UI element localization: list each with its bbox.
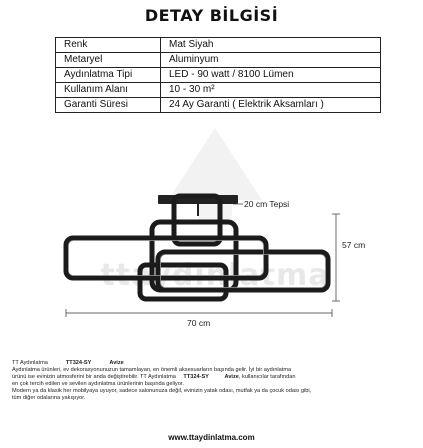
width-dimension-label: 70 cm <box>187 318 211 328</box>
spec-label: Metaryel <box>56 53 161 68</box>
spec-value: 10 - 30 m² <box>161 83 381 98</box>
website-link[interactable]: www.ttaydinlatma.com <box>168 433 255 442</box>
product-code: TT324-SY <box>65 360 92 366</box>
spec-label: Renk <box>56 38 161 53</box>
product-type: Avize <box>109 360 124 366</box>
spec-label: Aydınlatma Tipi <box>56 68 161 83</box>
spec-label: Garanti Süresi <box>56 98 161 113</box>
brand-name: TT Aydınlatma <box>12 360 48 366</box>
watermark: ttaydınlatma <box>100 258 330 293</box>
canopy-dimension-label: 20 cm Tepsi <box>244 199 290 209</box>
spec-value: LED - 90 watt / 8100 Lümen <box>161 68 381 83</box>
product-description <box>12 360 417 401</box>
description-line: ürünü ise evinizin atmosferini bir anda değiştirebilir. TT Aydınlatma TT324-SY Avize, kullanıcılar tarafından <box>12 373 296 380</box>
page-title: DETAY BİLGİSİ <box>144 6 279 25</box>
spec-value: Mat Siyah <box>161 38 381 53</box>
spec-value: 24 Ay Garanti ( Elektrik Aksamları ) <box>161 98 381 113</box>
spec-label: Kullanım Alanı <box>56 83 161 98</box>
description-line: Modern ya da klasik her mobilyaya uyuyor, sadece salonunuza değil, evinizin yatak odası, mutfak ya da çocuk odası gibi, <box>12 387 312 394</box>
description-line: Aydınlatma ürünleri, ev dekorasyonunuzun tamamlayan, en önemli aksesuarların başında gelir. İyi bir aydınlatma <box>12 366 292 373</box>
spec-value: Aluminyum <box>161 53 381 68</box>
product-header <box>12 360 417 367</box>
height-dimension-label: 57 cm <box>342 240 366 250</box>
lamp-frame <box>158 252 328 290</box>
description-line: en çok tercih edilen ve sevilen aydınlatma ürünlerinin başında geliyor. <box>12 380 184 387</box>
description-line: tüm diğer odalarına yakışıyor. <box>12 394 86 401</box>
